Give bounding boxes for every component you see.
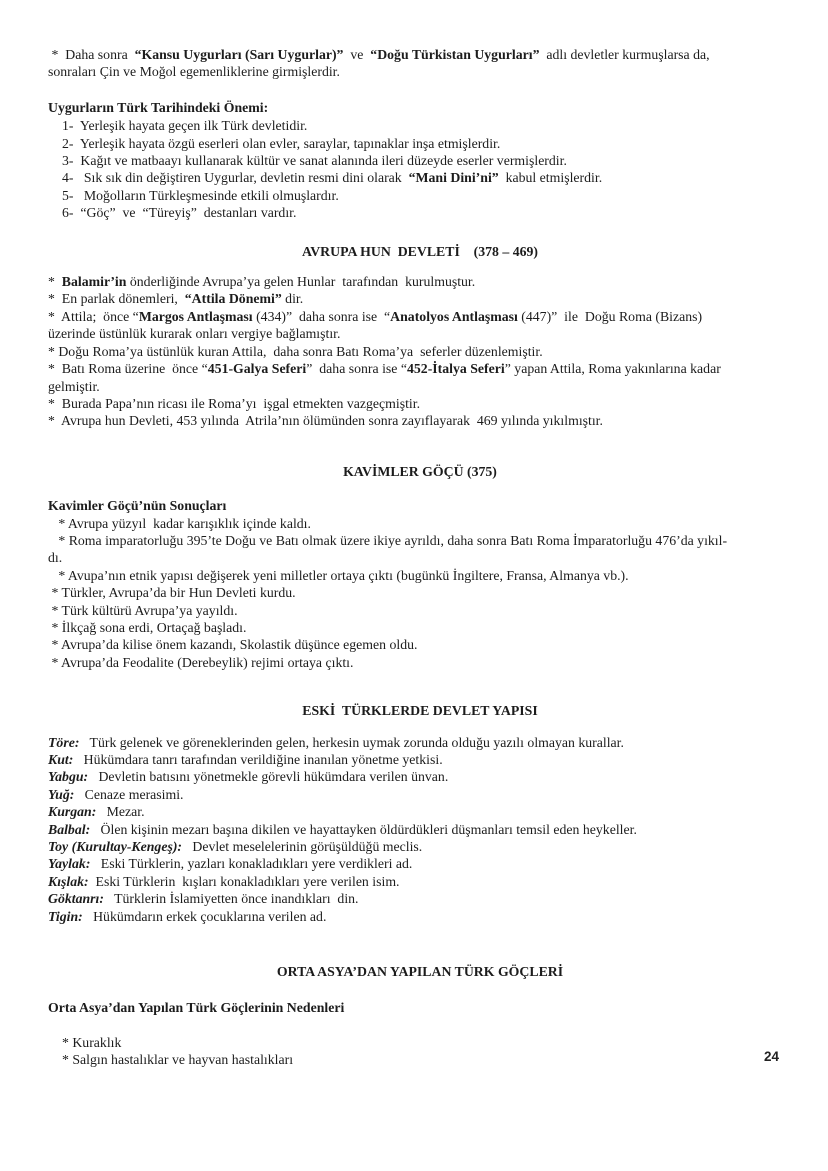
gocler-nedenleri-heading (48, 999, 792, 1016)
text-segment: Kavimler Göçü’nün Sonuçları (48, 498, 227, 514)
text-segment: Türk gelenek ve göreneklerinden gelen, herkesin uymak zorunda olduğu yazılı olmayan kurallar. (79, 734, 624, 750)
text-segment: Göktanrı: (48, 891, 104, 907)
uygur-importance-list (48, 117, 792, 221)
gocler-nedenleri-heading-line (48, 999, 792, 1016)
text-segment: Uygurların Türk Tarihindeki Önemi: (48, 99, 269, 115)
avrupa-hun-section-line (48, 325, 792, 342)
kavimler-sonuclari-list-line (48, 549, 792, 566)
kavimler-sonuclari-list-line (48, 532, 792, 549)
devlet-yapisi-definitions-line (48, 855, 792, 872)
text-segment: üzerinde üstünlük kurarak onları vergiye bağlamıştır. (48, 326, 341, 342)
text-segment: * Attila; önce “ (48, 308, 139, 324)
avrupa-hun-section-line (48, 360, 792, 377)
text-segment: KAVİMLER GÖÇÜ (375) (343, 463, 497, 479)
devlet-yapisi-definitions-line (48, 908, 792, 925)
kavimler-sonuclari-list-line (48, 584, 792, 601)
avrupa-hun-section-line (48, 395, 792, 412)
text-segment: Orta Asya’dan Yapılan Türk Göçlerinin Nedenleri (48, 1000, 345, 1016)
text-segment: Balamir’in (61, 274, 127, 290)
text-segment: * Doğu Roma’ya üstünlük kuran Attila, daha sonra Batı Roma’ya seferler düzenlemiştir. (48, 343, 543, 359)
text-segment: 4- Sık sık din değiştiren Uygurlar, devletin resmi dini olarak (62, 170, 409, 186)
avrupa-hun-heading (48, 243, 792, 260)
kavimler-sonuclari-list-line (48, 515, 792, 532)
avrupa-hun-section-line (48, 378, 792, 395)
text-segment: (447)” ile Doğu Roma (Bizans) (517, 308, 703, 324)
text-segment: ve (343, 47, 371, 62)
text-segment: dir. (281, 291, 304, 307)
text-segment: 452-İtalya Seferi (407, 361, 505, 377)
text-segment: ” yapan Attila, Roma yakınlarına kadar (504, 361, 721, 377)
text-segment: 1- Yerleşik hayata geçen ilk Türk devletidir. (62, 118, 308, 134)
text-segment: Töre: (48, 734, 80, 750)
uygur-importance-list-line (62, 117, 792, 134)
eski-turkler-heading (48, 702, 792, 719)
devlet-yapisi-definitions-line (48, 873, 792, 890)
text-segment: * Avrupa’da Feodalite (Derebeylik) rejimi ortaya çıktı. (48, 654, 354, 670)
text-segment: * Türk kültürü Avrupa’ya yayıldı. (48, 602, 238, 618)
uygur-importance-heading-line (48, 99, 792, 116)
text-segment: AVRUPA HUN DEVLETİ (378 – 469) (302, 243, 538, 259)
text-segment: * İlkçağ sona erdi, Ortaçağ başladı. (48, 619, 247, 635)
text-segment: * Roma imparatorluğu 395’te Doğu ve Batı olmak üzere ikiye ayrıldı, daha sonra Batı Roma İmparatorluğu 476’da yıkıl- (48, 532, 728, 548)
devlet-yapisi-definitions-line (48, 890, 792, 907)
text-segment: adlı devletler kurmuşlarsa da, (539, 47, 710, 62)
devlet-yapisi-definitions-line (48, 821, 792, 838)
avrupa-hun-heading-line (48, 243, 792, 260)
avrupa-hun-section (48, 273, 792, 430)
text-segment: (434)” daha sonra ise “ (252, 308, 391, 324)
text-segment: Cenaze merasimi. (74, 786, 184, 802)
kavimler-sonuclari-list-line (48, 636, 792, 653)
text-segment: Balbal: (48, 821, 91, 837)
text-segment: * Salgın hastalıklar ve hayvan hastalıkları (62, 1052, 294, 1068)
text-segment: Mezar. (96, 804, 145, 820)
text-segment: “Doğu Türkistan Uygurları” (370, 47, 540, 62)
text-segment: “Mani Dini’ni” (408, 170, 499, 186)
text-segment: Kut: (48, 752, 74, 767)
uygur-importance-list-line (62, 152, 792, 169)
devlet-yapisi-definitions-line (48, 786, 792, 803)
uygur-importance-heading (48, 99, 792, 116)
text-segment: * Avupa’nın etnik yapısı değişerek yeni milletler ortaya çıktı (bugünkü İngiltere, Fransa, Almanya vb.). (48, 567, 629, 583)
text-segment: gelmiştir. (48, 378, 100, 394)
text-segment: sonraları Çin ve Moğol egemenliklerine girmişlerdir. (48, 64, 340, 80)
intro-paragraph-line (48, 63, 792, 80)
page-number: 24 (763, 1049, 779, 1064)
text-segment: Eski Türklerin kışları konakladıkları yere verilen isim. (88, 873, 400, 889)
text-segment: “Attila Dönemi” (184, 291, 282, 307)
text-segment: Devlet meselelerinin görüşüldüğü meclis. (182, 839, 423, 855)
text-segment: Yaylak: (48, 856, 91, 872)
kavimler-gocu-heading (48, 463, 792, 480)
text-segment: ” daha sonra ise “ (306, 361, 407, 377)
uygur-importance-list-line (62, 187, 792, 204)
text-segment: * Daha sonra (48, 47, 135, 62)
text-segment: Hükümdarın erkek çocuklarına verilen ad. (82, 908, 327, 924)
text-segment: Kurgan: (48, 804, 97, 820)
text-segment: Eski Türklerin, yazları konakladıkları yere verdikleri ad. (90, 856, 413, 872)
kavimler-gocu-heading-line (48, 463, 792, 480)
text-segment: “Kansu Uygurları (Sarı Uygurlar)” (134, 47, 344, 62)
text-segment: * Batı Roma üzerine önce “ (48, 361, 208, 377)
text-segment: 3- Kağıt ve matbaayı kullanarak kültür ve sanat alanında ileri düzeyde eserler vermişlerdir. (62, 153, 567, 169)
text-segment: * Türkler, Avrupa’da bir Hun Devleti kurdu. (48, 585, 296, 601)
text-segment: Ölen kişinin mezarı başına dikilen ve hayattayken öldürdükleri düşmanları temsil eden heykeller. (90, 821, 637, 837)
uygur-importance-list-line (62, 135, 792, 152)
devlet-yapisi-definitions (48, 734, 792, 925)
devlet-yapisi-definitions-line (48, 751, 792, 768)
text-segment: Yuğ: (48, 786, 75, 802)
devlet-yapisi-definitions-line (48, 803, 792, 820)
text-segment: ESKİ TÜRKLERDE DEVLET YAPISI (302, 703, 538, 719)
kavimler-sonuclari-list-line (48, 619, 792, 636)
text-segment: 5- Moğolların Türkleşmesinde etkili olmuşlardır. (62, 187, 339, 203)
gocler-nedenleri-list (48, 1034, 792, 1069)
text-segment: Anatolyos Antlaşması (390, 308, 518, 324)
kavimler-sonuclari-heading (48, 497, 792, 514)
text-segment: Türklerin İslamiyetten önce inandıkları din. (103, 891, 359, 907)
text-segment: Devletin batısını yönetmekle görevli hükümdara verilen ünvan. (88, 769, 449, 785)
kavimler-sonuclari-list-line (48, 567, 792, 584)
kavimler-sonuclari-list-line (48, 654, 792, 671)
text-segment: Kışlak: (48, 873, 89, 889)
text-segment: * Kuraklık (62, 1034, 122, 1050)
gocler-nedenleri-list-line (62, 1034, 792, 1051)
text-segment: * Avrupa yüzyıl kadar karışıklık içinde kaldı. (48, 515, 311, 531)
text-segment: * Avrupa hun Devleti, 453 yılında Atrila’nın ölümünden sonra zayıflayarak 469 yılında yıkılmıştır. (48, 413, 603, 429)
kavimler-sonuclari-heading-line (48, 497, 792, 514)
avrupa-hun-section-line (48, 290, 792, 307)
kavimler-sonuclari-list-line (48, 602, 792, 619)
gocler-nedenleri-list-line (62, 1051, 792, 1068)
text-segment: 451-Galya Seferi (207, 361, 307, 377)
devlet-yapisi-definitions-line (48, 838, 792, 855)
kavimler-sonuclari-list (48, 515, 792, 672)
text-segment: önderliğinde Avrupa’ya gelen Hunlar tarafından kurulmuştur. (126, 274, 476, 290)
text-segment: Toy (Kurultay-Kengeş): (48, 839, 183, 855)
intro-paragraph (48, 46, 792, 81)
text-segment: * Avrupa’da kilise önem kazandı, Skolastik düşünce egemen oldu. (48, 637, 418, 653)
orta-asya-gocleri-heading-line (48, 963, 792, 980)
uygur-importance-list-line (62, 204, 792, 221)
text-segment: Yabgu: (48, 769, 89, 785)
text-segment: Tigin: (48, 908, 83, 924)
text-segment: * En parlak dönemleri, (48, 291, 185, 307)
text-segment: 2- Yerleşik hayata özgü eserleri olan evler, saraylar, tapınaklar inşa etmişlerdir. (62, 135, 501, 151)
eski-turkler-heading-line (48, 702, 792, 719)
text-segment: * (48, 274, 62, 290)
avrupa-hun-section-line (48, 308, 792, 325)
avrupa-hun-section-line (48, 273, 792, 290)
text-segment: Hükümdara tanrı tarafından verildiğine inanılan yönetme yetkisi. (73, 752, 443, 767)
devlet-yapisi-definitions-line (48, 768, 792, 785)
text-segment: ORTA ASYA’DAN YAPILAN TÜRK GÖÇLERİ (276, 964, 564, 980)
avrupa-hun-section-line (48, 412, 792, 429)
text-segment: Margos Antlaşması (138, 308, 253, 324)
intro-paragraph-line (48, 46, 792, 63)
text-segment: kabul etmişlerdir. (498, 170, 603, 186)
orta-asya-gocleri-heading (48, 963, 792, 980)
avrupa-hun-section-line (48, 343, 792, 360)
devlet-yapisi-definitions-line (48, 734, 792, 751)
text-segment: dı. (48, 550, 63, 566)
uygur-importance-list-line (62, 169, 792, 186)
text-segment: * Burada Papa’nın ricası ile Roma’yı işgal etmekten vazgeçmiştir. (48, 395, 421, 411)
text-segment: 6- “Göç” ve “Türeyiş” destanları vardır. (62, 205, 297, 221)
